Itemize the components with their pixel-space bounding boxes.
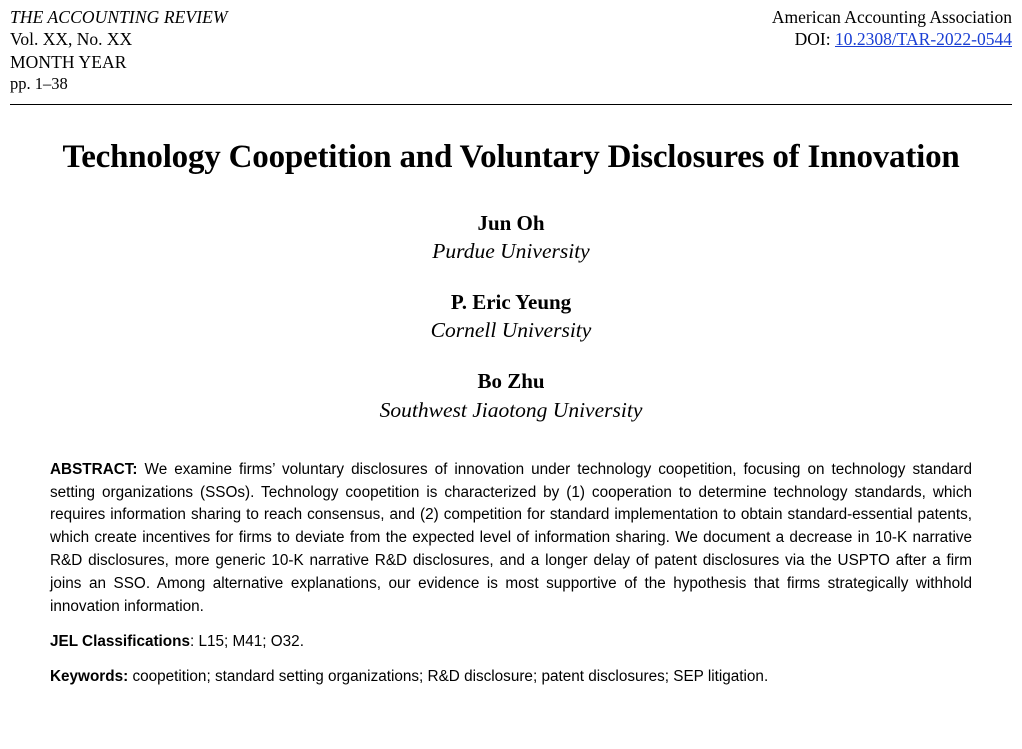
journal-name: THE ACCOUNTING REVIEW [10,7,228,27]
doi-link[interactable]: 10.2308/TAR-2022-0544 [835,29,1012,50]
author-entry [10,367,1012,424]
header-divider [10,104,1012,105]
jel-text: : L15; M41; O32. [190,633,304,651]
keywords-label: Keywords: [50,668,129,686]
doi-line [772,28,1012,50]
author-affiliation: Purdue University [432,238,590,263]
author-list [10,209,1012,425]
month-year: MONTH YEAR [10,51,127,72]
author-affiliation: Cornell University [430,318,592,343]
page-title: Technology Coopetition and Voluntary Disclosures of Innovation [62,139,960,176]
abstract-label: ABSTRACT: [50,460,138,478]
masthead-right [772,6,1012,51]
doi-label: DOI: [794,29,835,50]
abstract-section [10,459,1012,689]
author-affiliation: Southwest Jiaotong University [379,397,643,422]
author-name: Bo Zhu [477,369,545,394]
keywords-text: coopetition; standard setting organizations; R&D disclosure; patent disclosures; SEP litigation. [128,668,769,686]
publisher-name: American Accounting Association [771,7,1012,27]
author-entry [10,288,1012,345]
abstract-text: We examine firms’ voluntary disclosures of innovation under technology coopetition, focusing on technology standard setting organizations (SSOs). Technology coopetition is characterized by (1) cooperation to determine technology standards, which requires information sharing to reach consensus, and (2) competition for standard implementation to obtain standard-essential patents, which create incentives for firms to deviate from the expected level of information sharing. We document a decrease in 10-K narrative R&D disclosures, more generic 10-K narrative R&D disclosures, and a longer delay of patent disclosures via the USPTO after a firm joins an SSO. Among alternative explanations, our evidence is most supportive of the hypothesis that firms strategically withhold innovation information. [50,460,972,616]
keywords-line [50,666,972,689]
author-name: P. Eric Yeung [450,289,572,314]
author-name: Jun Oh [477,210,545,235]
jel-label: JEL Classifications [50,633,190,651]
masthead-left [10,6,228,94]
masthead [10,0,1012,94]
jel-line [50,631,972,654]
abstract-paragraph [50,459,972,620]
volume-issue: Vol. XX, No. XX [10,29,133,50]
page-range: pp. 1–38 [10,74,68,94]
author-entry [10,209,1012,266]
